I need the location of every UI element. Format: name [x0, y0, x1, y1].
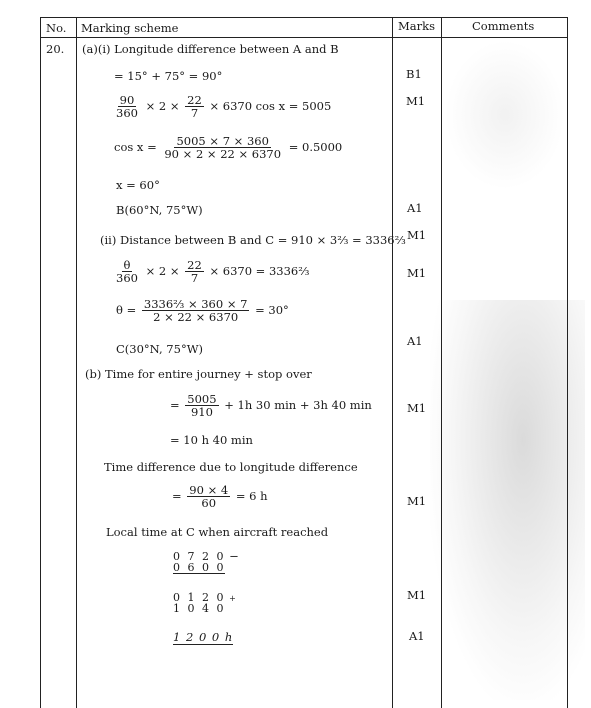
table-top-border	[40, 17, 568, 18]
time-difference-equation: = $\frac{90 \times 4}{60}$ = 6 h	[172, 483, 268, 510]
time-difference-heading: Time difference due to longitude difference	[104, 460, 358, 474]
subtraction-stack: 0 7 2 0 0 6 0 0 −	[173, 549, 239, 574]
scan-smudge	[430, 300, 585, 700]
point-c-coordinates: C(30°N, 75°W)	[116, 342, 203, 356]
mark-m1-distance: M1	[407, 228, 427, 242]
mark-a1-b: A1	[407, 201, 423, 215]
mark-m1-time-diff: M1	[407, 494, 427, 508]
no-column-divider	[76, 18, 77, 708]
theta-equation: θ = $\frac{\text{3336⅔ × 360 × 7}}{2 \times 22 \times 6370}$ = 30°	[116, 297, 289, 324]
table-right-border	[567, 18, 568, 708]
mark-b1: B1	[406, 67, 422, 81]
cos-x-equation: cos x = $\frac{5005 \times 7 \times 360}{90 \times 2 \times 22 \times 6370}$ = 0.5000	[114, 134, 343, 161]
journey-time-result: = 10 h 40 min	[170, 433, 253, 447]
mark-m1-journey: M1	[407, 401, 427, 415]
theta-arc-equation: $\frac{\theta}{360}$ × 2 × $\frac{22}{7}$ × 6370 = 3336⅔	[116, 258, 310, 285]
header-comments: Comments	[472, 19, 535, 33]
part-b-heading: (b) Time for entire journey + stop over	[85, 367, 312, 381]
marks-column-divider	[441, 18, 442, 708]
mark-m1-arc: M1	[406, 94, 426, 108]
scan-smudge-top	[445, 40, 565, 190]
mark-a1-final: A1	[409, 629, 425, 643]
mark-a1-c: A1	[407, 334, 423, 348]
scheme-column-divider	[392, 18, 393, 708]
header-marking-scheme: Marking scheme	[81, 21, 179, 35]
journey-time-equation: = $\frac{5005}{910}$ + 1h 30 min + 3h 40 min	[170, 392, 372, 419]
x-result: x = 60°	[116, 178, 160, 192]
part-a-ii-heading: (ii) Distance between B and C = 910 × 3⅔ = 3336⅔	[100, 233, 406, 247]
mark-m1-local-time: M1	[407, 588, 427, 602]
part-a-i-heading: (a)(i) Longitude difference between A and B	[82, 42, 339, 56]
header-marks: Marks	[398, 19, 435, 33]
longitude-difference-line: = 15° + 75° = 90°	[114, 69, 223, 83]
table-left-border	[40, 18, 41, 708]
header-bottom-border	[40, 37, 568, 38]
final-local-time: 1 2 0 0 h	[173, 630, 234, 644]
mark-m1-theta: M1	[407, 266, 427, 280]
local-time-heading: Local time at C when aircraft reached	[106, 525, 329, 539]
point-b-coordinates: B(60°N, 75°W)	[116, 203, 203, 217]
header-no: No.	[46, 21, 67, 35]
question-number: 20.	[46, 42, 65, 56]
arc-length-equation: $\frac{90}{360}$ × 2 × $\frac{22}{7}$ × 6370 cos x = 5005	[116, 93, 332, 120]
addition-stack: 0 1 2 0 1 0 4 0 +	[173, 591, 236, 615]
